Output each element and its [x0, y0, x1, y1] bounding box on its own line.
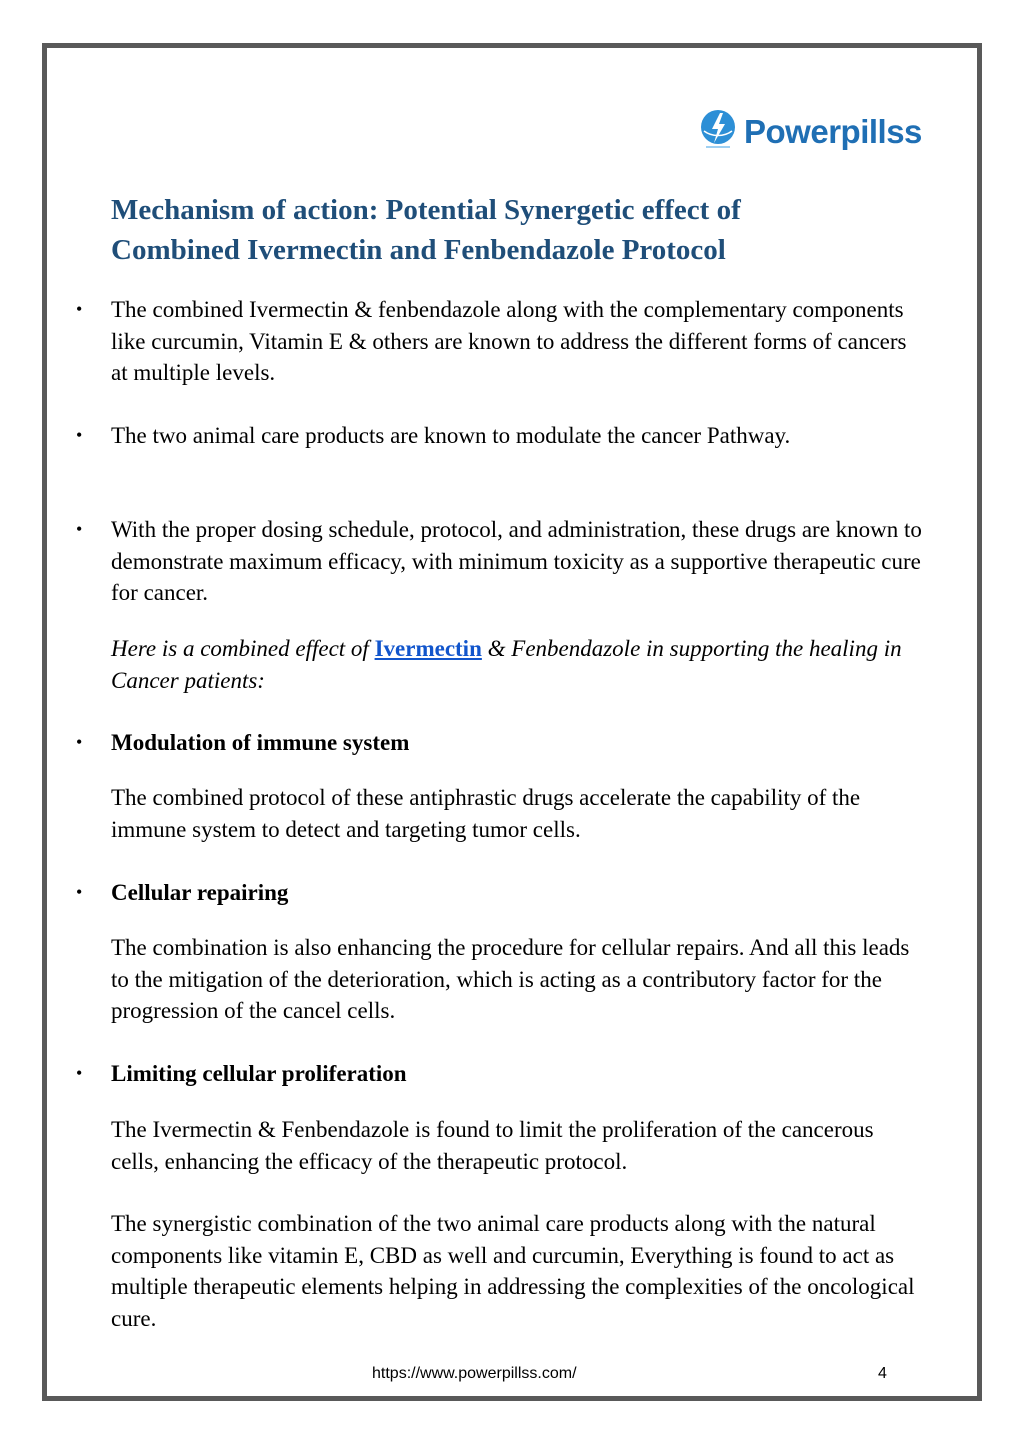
- title-line-1: Mechanism of action: Potential Synergetic effect of: [111, 194, 741, 226]
- section-heading-proliferation: Limiting cellular proliferation: [111, 1061, 407, 1086]
- bullet-dot: •: [76, 882, 83, 902]
- page-number: 4: [878, 1365, 887, 1382]
- bullet-dot: •: [76, 425, 83, 445]
- bullet-dot: •: [76, 299, 83, 319]
- intro-before: Here is a combined effect of: [111, 636, 375, 661]
- section-body-repair: The combination is also enhancing the procedure for cellular repairs. And all this leads to the mitigation of the deterioration, which is acting as a contributory factor for the progression of the cancel cells.: [111, 935, 910, 1023]
- bullet-text-2: The two animal care products are known to modulate the cancer Pathway.: [111, 423, 791, 448]
- intro-paragraph: [111, 633, 926, 696]
- page-title: [111, 190, 911, 270]
- bullet-dot: •: [76, 519, 83, 539]
- bullet-dot: •: [76, 1063, 83, 1083]
- section-heading-immune: Modulation of immune system: [111, 730, 410, 755]
- section-heading-repair: Cellular repairing: [111, 880, 289, 905]
- section-body-proliferation: The Ivermectin & Fenbendazole is found to limit the proliferation of the cancerous cells, enhancing the efficacy of the therapeutic protocol.: [111, 1117, 874, 1174]
- ivermectin-link[interactable]: Ivermectin: [374, 636, 482, 661]
- bullet-text-1: The combined Ivermectin & fenbendazole along with the complementary components like curcumin, Vitamin E & others are known to address the different forms of cancers at multiple levels.: [111, 297, 907, 385]
- title-line-2: Combined Ivermectin and Fenbendazole Protocol: [111, 234, 726, 266]
- brand-logo[interactable]: [698, 107, 922, 155]
- bullet-dot: •: [76, 732, 83, 752]
- lightning-globe-icon: [698, 107, 738, 155]
- section-body-immune: The combined protocol of these antiphrastic drugs accelerate the capability of the immune system to detect and targeting tumor cells.: [111, 785, 861, 842]
- bullet-text-3: With the proper dosing schedule, protocol, and administration, these drugs are known to demonstrate maximum efficacy, with minimum toxicity as a supportive therapeutic cure for cancer.: [111, 517, 922, 605]
- intro-after: & Fenbendazole in supporting the healing in Cancer patients:: [111, 636, 902, 693]
- closing-paragraph: The synergistic combination of the two animal care products along with the natural components like vitamin E, CBD as well and curcumin, Everything is found to act as multiple therapeutic elements helping in addressing the complexities of the oncological cure.: [111, 1211, 915, 1331]
- brand-name: Powerpillss: [744, 112, 922, 150]
- footer-url[interactable]: https://www.powerpillss.com/: [372, 1365, 577, 1382]
